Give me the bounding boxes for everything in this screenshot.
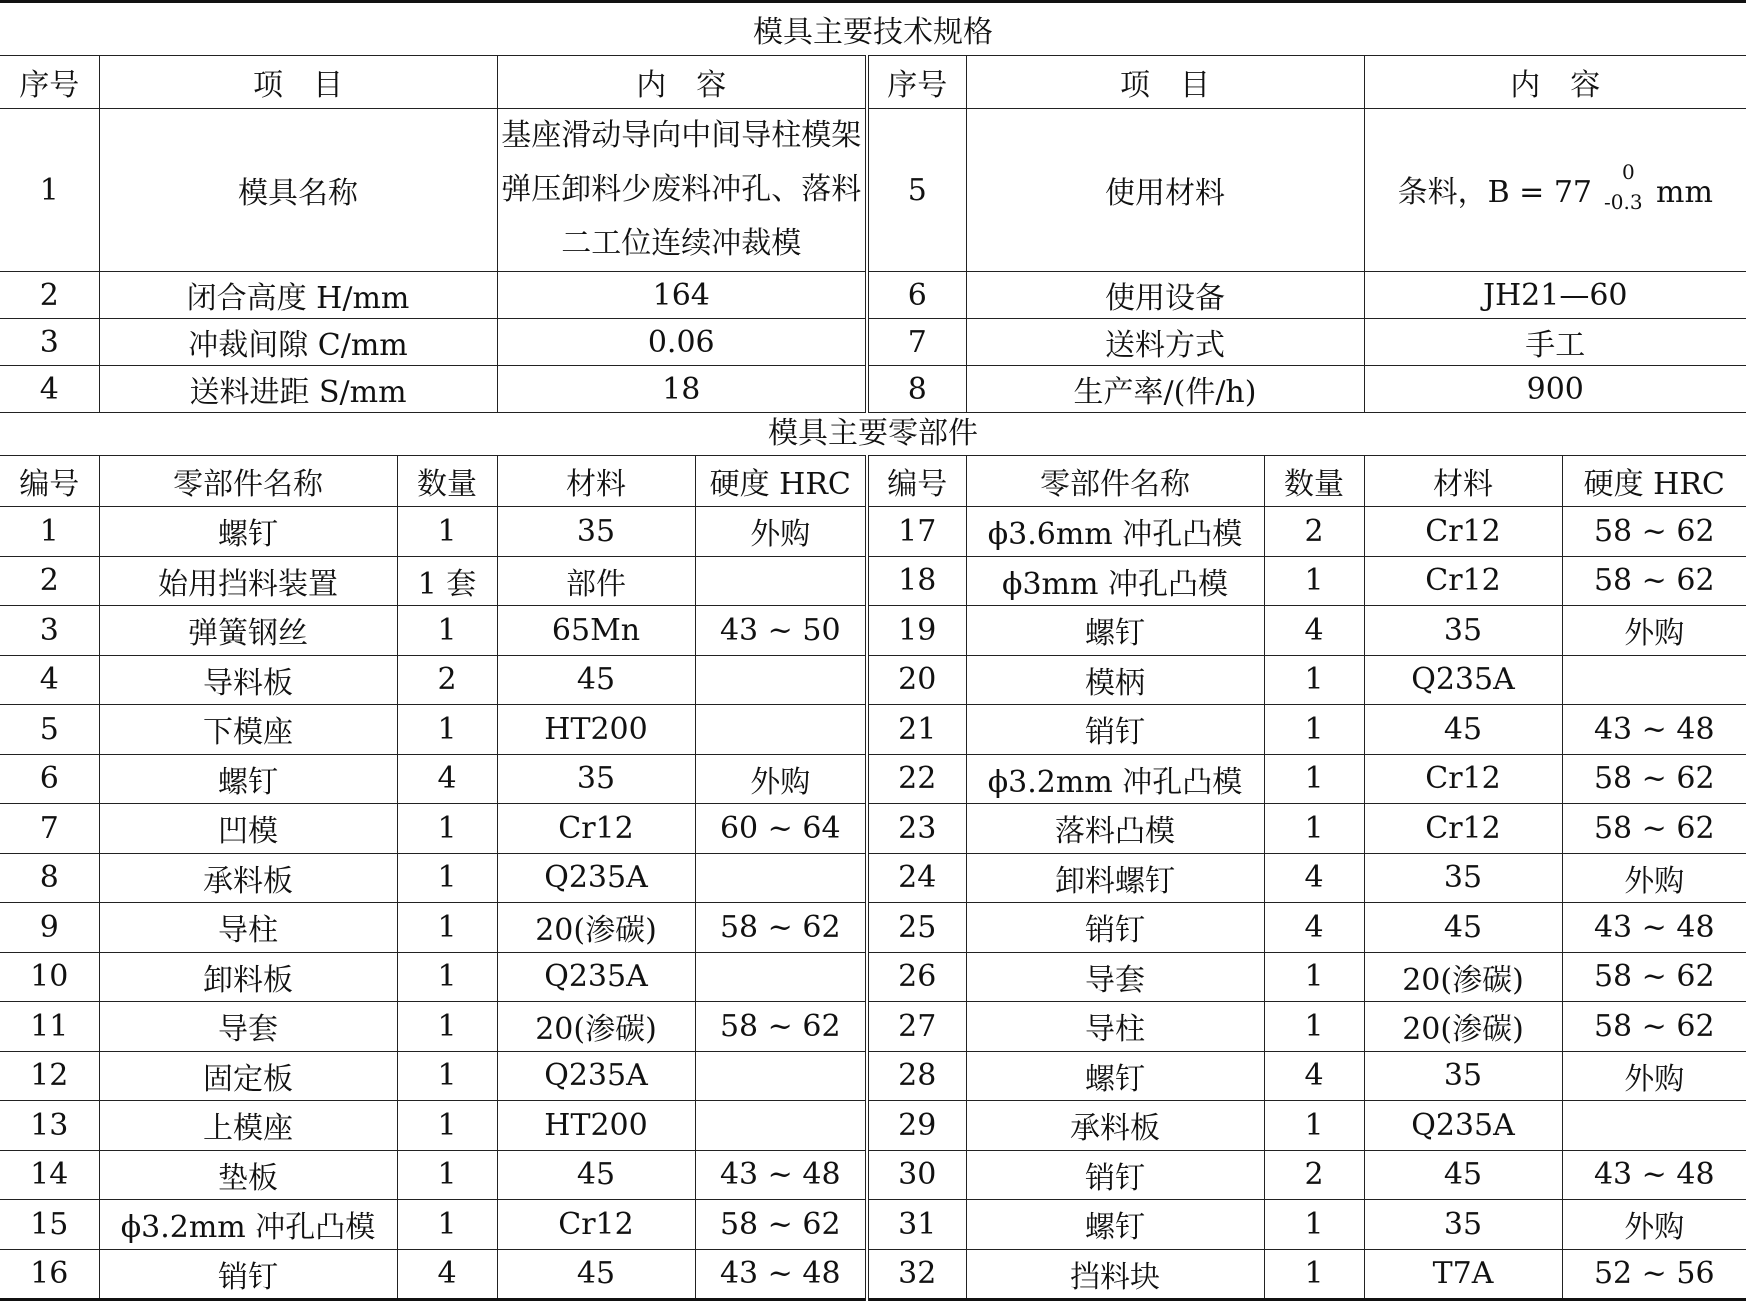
spec-header-no: 序号 bbox=[0, 56, 99, 109]
part-name-right: 卸料螺钉 bbox=[966, 853, 1264, 903]
part-no: 1 bbox=[0, 507, 99, 557]
part-material: 45 bbox=[497, 1150, 695, 1200]
spec-content-right: 手工 bbox=[1364, 319, 1746, 366]
part-name-right: 螺钉 bbox=[966, 1200, 1264, 1250]
part-qty-right: 1 bbox=[1264, 804, 1364, 854]
part-no: 11 bbox=[0, 1002, 99, 1052]
part-material-right: 35 bbox=[1364, 606, 1562, 656]
part-no: 12 bbox=[0, 1051, 99, 1101]
part-no-right: 23 bbox=[867, 804, 966, 854]
part-name-right: 销钉 bbox=[966, 1150, 1264, 1200]
spec-item-right: 送料方式 bbox=[966, 319, 1364, 366]
part-hardness bbox=[695, 853, 867, 903]
part-no-right: 19 bbox=[867, 606, 966, 656]
spec-header-content: 内 容 bbox=[497, 56, 867, 109]
spec-header-item-right: 项 目 bbox=[966, 56, 1364, 109]
part-hardness-right bbox=[1562, 1101, 1746, 1151]
part-material-right: 45 bbox=[1364, 705, 1562, 755]
part-qty-right: 1 bbox=[1264, 556, 1364, 606]
parts-header-name-right: 零部件名称 bbox=[966, 456, 1264, 507]
part-material: 45 bbox=[497, 655, 695, 705]
part-hardness-right: 43 ~ 48 bbox=[1562, 705, 1746, 755]
part-qty-right: 4 bbox=[1264, 853, 1364, 903]
part-hardness-right bbox=[1562, 655, 1746, 705]
part-qty-right: 1 bbox=[1264, 1200, 1364, 1250]
part-no-right: 18 bbox=[867, 556, 966, 606]
part-qty: 1 bbox=[397, 903, 497, 953]
part-name: 弹簧钢丝 bbox=[99, 606, 397, 656]
part-material-right: T7A bbox=[1364, 1249, 1562, 1300]
part-no-right: 21 bbox=[867, 705, 966, 755]
part-material-right: 45 bbox=[1364, 1150, 1562, 1200]
parts-header-no: 编号 bbox=[0, 456, 99, 507]
part-qty-right: 1 bbox=[1264, 1002, 1364, 1052]
part-material: Cr12 bbox=[497, 1200, 695, 1250]
part-name: 螺钉 bbox=[99, 754, 397, 804]
part-hardness-right: 外购 bbox=[1562, 1051, 1746, 1101]
part-no-right: 26 bbox=[867, 952, 966, 1002]
part-name: 固定板 bbox=[99, 1051, 397, 1101]
part-qty-right: 4 bbox=[1264, 1051, 1364, 1101]
part-no-right: 22 bbox=[867, 754, 966, 804]
part-qty-right: 2 bbox=[1264, 1150, 1364, 1200]
part-name: 导柱 bbox=[99, 903, 397, 953]
spec-item-right: 生产率/(件/h) bbox=[966, 366, 1364, 413]
table-row bbox=[0, 853, 1746, 903]
part-qty: 1 bbox=[397, 853, 497, 903]
part-no: 10 bbox=[0, 952, 99, 1002]
part-hardness: 43 ~ 48 bbox=[695, 1150, 867, 1200]
part-no-right: 27 bbox=[867, 1002, 966, 1052]
part-name-right: 承料板 bbox=[966, 1101, 1264, 1151]
part-material-right: Cr12 bbox=[1364, 754, 1562, 804]
part-name: 导套 bbox=[99, 1002, 397, 1052]
part-name: 销钉 bbox=[99, 1249, 397, 1300]
parts-header-no-right: 编号 bbox=[867, 456, 966, 507]
part-hardness-right: 外购 bbox=[1562, 606, 1746, 656]
part-qty-right: 1 bbox=[1264, 705, 1364, 755]
part-qty-right: 1 bbox=[1264, 655, 1364, 705]
part-qty-right: 2 bbox=[1264, 507, 1364, 557]
spec-item-right: 使用设备 bbox=[966, 272, 1364, 319]
part-material: 部件 bbox=[497, 556, 695, 606]
part-no-right: 17 bbox=[867, 507, 966, 557]
part-name-right: 挡料块 bbox=[966, 1249, 1264, 1300]
part-hardness-right: 58 ~ 62 bbox=[1562, 556, 1746, 606]
tolerance-lower: -0.3 bbox=[1604, 189, 1643, 214]
part-qty-right: 1 bbox=[1264, 952, 1364, 1002]
part-no: 4 bbox=[0, 655, 99, 705]
part-hardness-right: 43 ~ 48 bbox=[1562, 1150, 1746, 1200]
part-hardness: 43 ~ 48 bbox=[695, 1249, 867, 1300]
spec-no-right: 6 bbox=[867, 272, 966, 319]
part-material: Q235A bbox=[497, 1051, 695, 1101]
part-material: 20(渗碳) bbox=[497, 903, 695, 953]
part-name-right: 销钉 bbox=[966, 705, 1264, 755]
part-no: 15 bbox=[0, 1200, 99, 1250]
part-hardness-right: 58 ~ 62 bbox=[1562, 952, 1746, 1002]
part-material: HT200 bbox=[497, 705, 695, 755]
spec-no: 3 bbox=[0, 319, 99, 366]
part-no-right: 20 bbox=[867, 655, 966, 705]
part-no: 16 bbox=[0, 1249, 99, 1300]
part-material-right: Cr12 bbox=[1364, 556, 1562, 606]
part-name: ϕ3.2mm 冲孔凸模 bbox=[99, 1200, 397, 1250]
part-qty: 1 bbox=[397, 1051, 497, 1101]
spec-no-right: 7 bbox=[867, 319, 966, 366]
part-material-right: 35 bbox=[1364, 1200, 1562, 1250]
part-qty: 1 bbox=[397, 705, 497, 755]
part-hardness bbox=[695, 1051, 867, 1101]
spec-header-no-right: 序号 bbox=[867, 56, 966, 109]
part-material-right: Cr12 bbox=[1364, 804, 1562, 854]
part-qty: 2 bbox=[397, 655, 497, 705]
part-material: Q235A bbox=[497, 853, 695, 903]
parts-header-qty: 数量 bbox=[397, 456, 497, 507]
part-material: HT200 bbox=[497, 1101, 695, 1151]
part-hardness-right: 58 ~ 62 bbox=[1562, 1002, 1746, 1052]
table-row bbox=[0, 1150, 1746, 1200]
part-no: 6 bbox=[0, 754, 99, 804]
part-material: 65Mn bbox=[497, 606, 695, 656]
part-hardness: 58 ~ 62 bbox=[695, 1002, 867, 1052]
part-name: 垫板 bbox=[99, 1150, 397, 1200]
part-qty-right: 4 bbox=[1264, 606, 1364, 656]
part-no-right: 28 bbox=[867, 1051, 966, 1101]
spec-no: 1 bbox=[0, 109, 99, 272]
spec-no-right: 8 bbox=[867, 366, 966, 413]
part-hardness bbox=[695, 705, 867, 755]
part-name-right: 导柱 bbox=[966, 1002, 1264, 1052]
tolerance-upper: 0 bbox=[1622, 159, 1635, 184]
part-material: Q235A bbox=[497, 952, 695, 1002]
part-material: Cr12 bbox=[497, 804, 695, 854]
parts-header-row bbox=[0, 456, 1746, 507]
table-row bbox=[0, 1200, 1746, 1250]
spec-content-mold-name: 基座滑动导向中间导柱模架弹压卸料少废料冲孔、落料二工位连续冲裁模 bbox=[497, 109, 867, 272]
part-no-right: 24 bbox=[867, 853, 966, 903]
spec-content-right: JH21—60 bbox=[1364, 272, 1746, 319]
part-name: 螺钉 bbox=[99, 507, 397, 557]
table-row bbox=[0, 655, 1746, 705]
parts-body bbox=[0, 507, 1746, 1300]
part-name-right: 落料凸模 bbox=[966, 804, 1264, 854]
part-name-right: ϕ3mm 冲孔凸模 bbox=[966, 556, 1264, 606]
part-material-right: 20(渗碳) bbox=[1364, 1002, 1562, 1052]
part-material: 35 bbox=[497, 754, 695, 804]
part-no: 3 bbox=[0, 606, 99, 656]
part-no-right: 29 bbox=[867, 1101, 966, 1151]
spec-header-row bbox=[0, 56, 1746, 109]
table-row bbox=[0, 1002, 1746, 1052]
part-hardness bbox=[695, 952, 867, 1002]
parts-header-name: 零部件名称 bbox=[99, 456, 397, 507]
part-qty: 1 bbox=[397, 1150, 497, 1200]
part-material-right: Cr12 bbox=[1364, 507, 1562, 557]
part-name-right: 螺钉 bbox=[966, 1051, 1264, 1101]
part-name: 承料板 bbox=[99, 853, 397, 903]
part-name: 始用挡料装置 bbox=[99, 556, 397, 606]
spec-content-right: 900 bbox=[1364, 366, 1746, 413]
table-row bbox=[0, 903, 1746, 953]
table-row bbox=[0, 1101, 1746, 1151]
part-name: 卸料板 bbox=[99, 952, 397, 1002]
part-no-right: 31 bbox=[867, 1200, 966, 1250]
part-hardness: 58 ~ 62 bbox=[695, 903, 867, 953]
part-qty: 1 bbox=[397, 804, 497, 854]
table-row bbox=[0, 1249, 1746, 1300]
spec-item: 冲裁间隙 C/mm bbox=[99, 319, 497, 366]
part-name-right: 销钉 bbox=[966, 903, 1264, 953]
material-text: 条料，B = 77 bbox=[1397, 174, 1593, 210]
part-name-right: ϕ3.6mm 冲孔凸模 bbox=[966, 507, 1264, 557]
table-row bbox=[0, 1051, 1746, 1101]
part-qty: 1 bbox=[397, 1101, 497, 1151]
part-qty-right: 1 bbox=[1264, 1101, 1364, 1151]
part-hardness: 外购 bbox=[695, 507, 867, 557]
spec-item: 送料进距 S/mm bbox=[99, 366, 497, 413]
part-hardness: 外购 bbox=[695, 754, 867, 804]
spec-no-right: 5 bbox=[867, 109, 966, 272]
part-no-right: 30 bbox=[867, 1150, 966, 1200]
part-name: 导料板 bbox=[99, 655, 397, 705]
spec-header-item: 项 目 bbox=[99, 56, 497, 109]
parts-header-hardness-right: 硬度 HRC bbox=[1562, 456, 1746, 507]
part-hardness: 43 ~ 50 bbox=[695, 606, 867, 656]
part-qty: 1 bbox=[397, 1200, 497, 1250]
part-material-right: 20(渗碳) bbox=[1364, 952, 1562, 1002]
spec-row bbox=[0, 109, 1746, 272]
spec-item: 闭合高度 H/mm bbox=[99, 272, 497, 319]
part-material: 35 bbox=[497, 507, 695, 557]
part-no: 9 bbox=[0, 903, 99, 953]
spec-item-right: 使用材料 bbox=[966, 109, 1364, 272]
part-material: 45 bbox=[497, 1249, 695, 1300]
spec-content: 0.06 bbox=[497, 319, 867, 366]
part-material: 20(渗碳) bbox=[497, 1002, 695, 1052]
parts-header-material: 材料 bbox=[497, 456, 695, 507]
table-row bbox=[0, 705, 1746, 755]
table-row bbox=[0, 556, 1746, 606]
part-name-right: ϕ3.2mm 冲孔凸模 bbox=[966, 754, 1264, 804]
spec-content-material bbox=[1364, 109, 1746, 272]
parts-header-hardness: 硬度 HRC bbox=[695, 456, 867, 507]
table-row bbox=[0, 952, 1746, 1002]
spec-item: 模具名称 bbox=[99, 109, 497, 272]
parts-table bbox=[0, 405, 1746, 1301]
part-no: 14 bbox=[0, 1150, 99, 1200]
parts-header-qty-right: 数量 bbox=[1264, 456, 1364, 507]
spec-row bbox=[0, 272, 1746, 319]
part-hardness: 60 ~ 64 bbox=[695, 804, 867, 854]
part-qty: 4 bbox=[397, 754, 497, 804]
spec-no: 4 bbox=[0, 366, 99, 413]
part-hardness: 58 ~ 62 bbox=[695, 1200, 867, 1250]
part-name-right: 模柄 bbox=[966, 655, 1264, 705]
part-hardness-right: 外购 bbox=[1562, 853, 1746, 903]
part-no: 2 bbox=[0, 556, 99, 606]
part-material-right: Q235A bbox=[1364, 655, 1562, 705]
part-qty-right: 1 bbox=[1264, 1249, 1364, 1300]
part-qty: 1 bbox=[397, 507, 497, 557]
part-no: 13 bbox=[0, 1101, 99, 1151]
tolerance bbox=[1596, 159, 1656, 214]
parts-header-material-right: 材料 bbox=[1364, 456, 1562, 507]
part-material-right: 45 bbox=[1364, 903, 1562, 953]
part-material-right: 35 bbox=[1364, 1051, 1562, 1101]
part-hardness bbox=[695, 655, 867, 705]
part-no-right: 32 bbox=[867, 1249, 966, 1300]
spec-header-content-right: 内 容 bbox=[1364, 56, 1746, 109]
part-material-right: 35 bbox=[1364, 853, 1562, 903]
part-name: 下模座 bbox=[99, 705, 397, 755]
part-hardness bbox=[695, 556, 867, 606]
spec-content: 18 bbox=[497, 366, 867, 413]
table-row bbox=[0, 754, 1746, 804]
part-qty: 1 bbox=[397, 952, 497, 1002]
part-name-right: 螺钉 bbox=[966, 606, 1264, 656]
spec-table bbox=[0, 0, 1746, 413]
spec-content: 164 bbox=[497, 272, 867, 319]
spec-row bbox=[0, 319, 1746, 366]
table-row bbox=[0, 606, 1746, 656]
part-qty-right: 1 bbox=[1264, 754, 1364, 804]
part-hardness bbox=[695, 1101, 867, 1151]
part-hardness-right: 58 ~ 62 bbox=[1562, 754, 1746, 804]
part-hardness-right: 外购 bbox=[1562, 1200, 1746, 1250]
part-no-right: 25 bbox=[867, 903, 966, 953]
spec-caption: 模具主要技术规格 bbox=[0, 2, 1746, 56]
part-hardness-right: 43 ~ 48 bbox=[1562, 903, 1746, 953]
part-name-right: 导套 bbox=[966, 952, 1264, 1002]
table-row bbox=[0, 804, 1746, 854]
part-no: 8 bbox=[0, 853, 99, 903]
part-qty: 1 套 bbox=[397, 556, 497, 606]
table-row bbox=[0, 507, 1746, 557]
part-qty: 4 bbox=[397, 1249, 497, 1300]
part-qty: 1 bbox=[397, 1002, 497, 1052]
part-qty-right: 4 bbox=[1264, 903, 1364, 953]
part-name: 凹模 bbox=[99, 804, 397, 854]
part-no: 5 bbox=[0, 705, 99, 755]
part-hardness-right: 58 ~ 62 bbox=[1562, 804, 1746, 854]
part-material-right: Q235A bbox=[1364, 1101, 1562, 1151]
part-qty: 1 bbox=[397, 606, 497, 656]
part-hardness-right: 58 ~ 62 bbox=[1562, 507, 1746, 557]
part-hardness-right: 52 ~ 56 bbox=[1562, 1249, 1746, 1300]
parts-caption: 模具主要零部件 bbox=[0, 405, 1746, 456]
spec-no: 2 bbox=[0, 272, 99, 319]
material-unit: mm bbox=[1656, 174, 1713, 210]
part-no: 7 bbox=[0, 804, 99, 854]
part-name: 上模座 bbox=[99, 1101, 397, 1151]
